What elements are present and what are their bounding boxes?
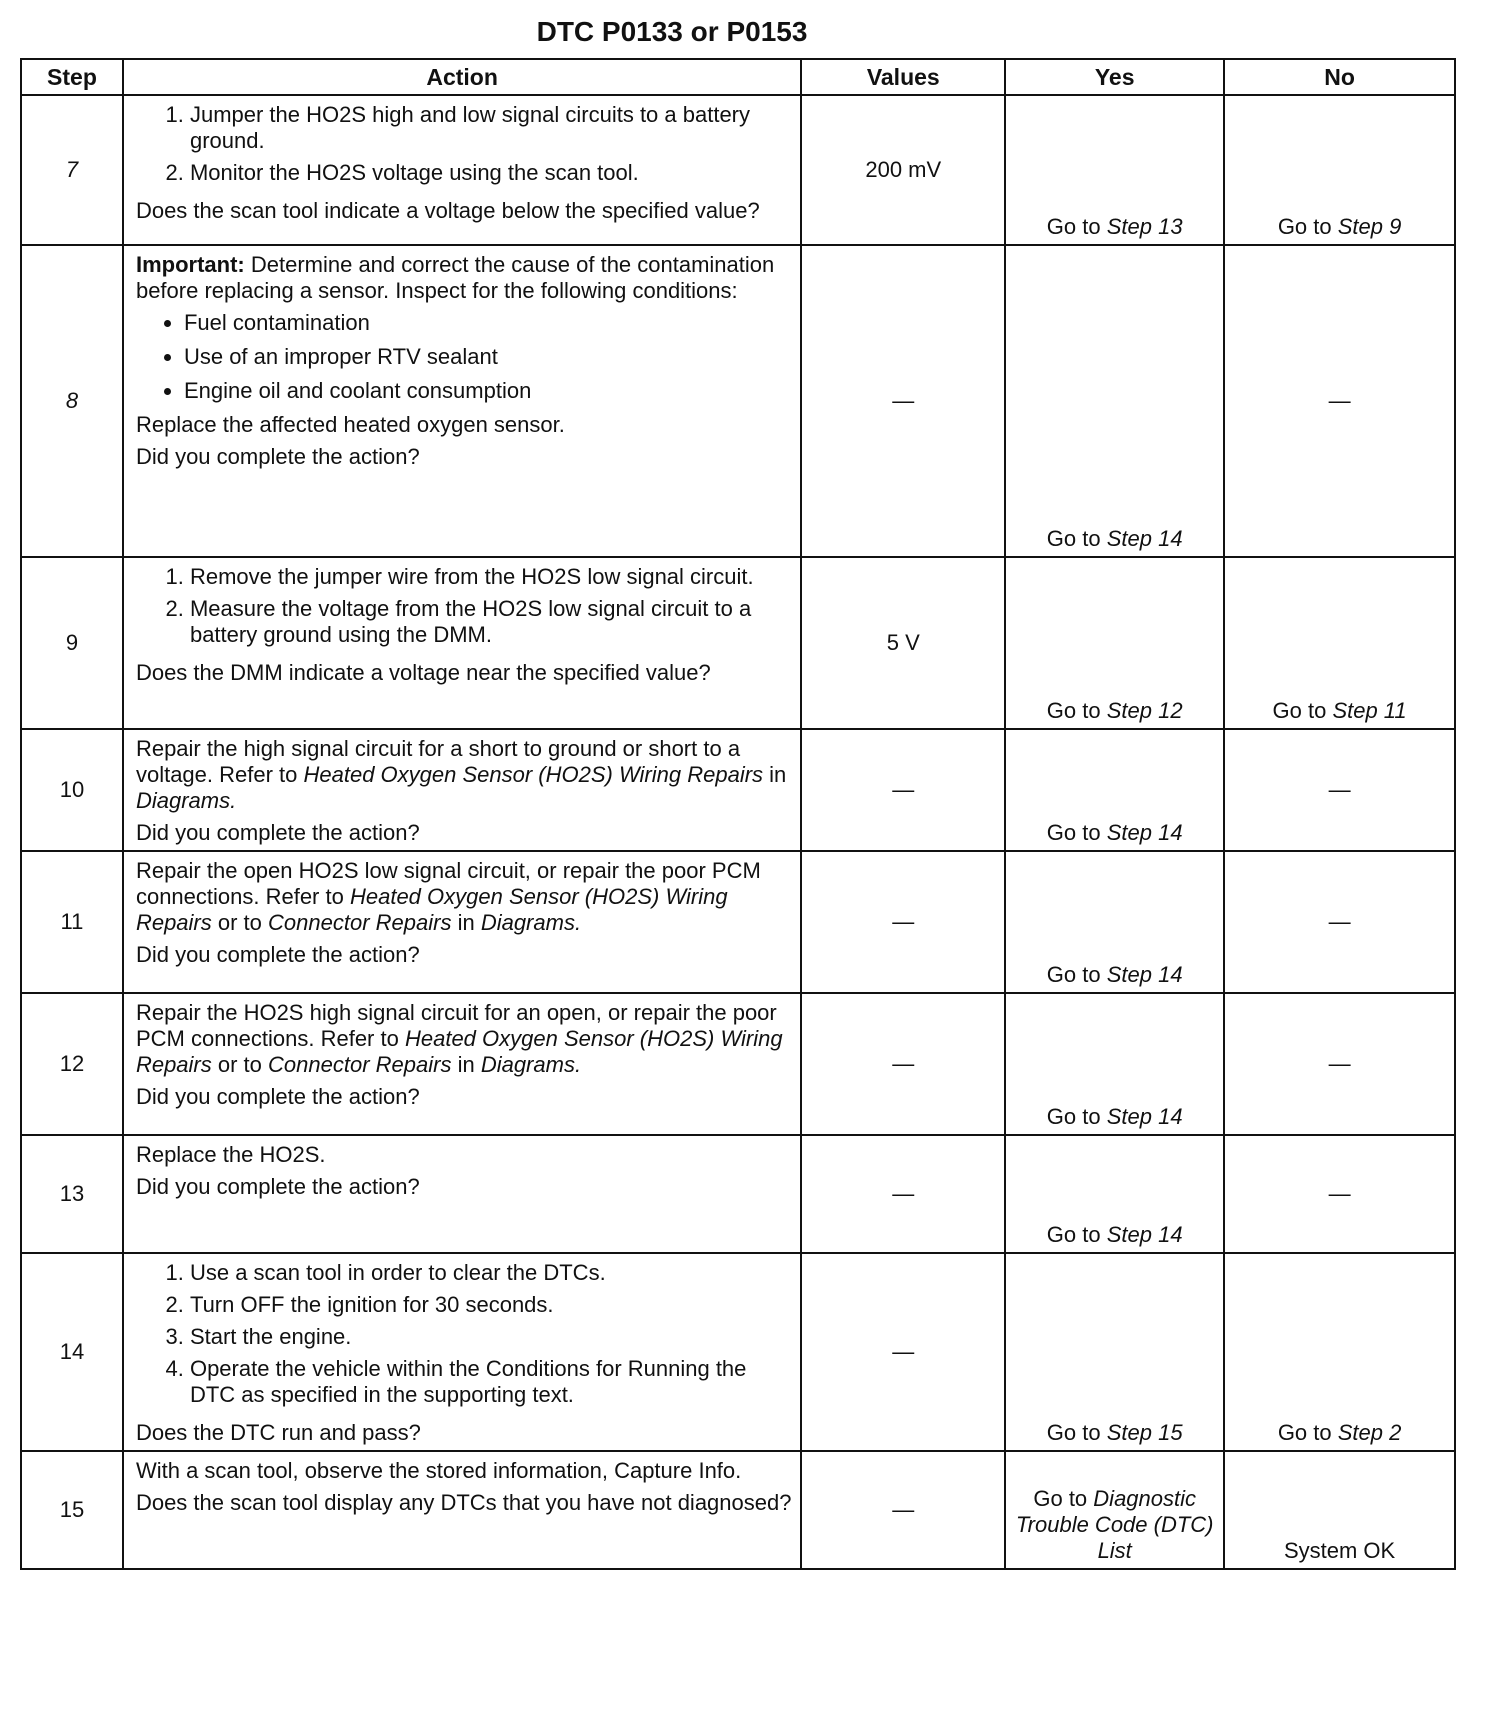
table-row	[21, 245, 1455, 557]
table-row	[21, 993, 1455, 1135]
yes-cell: Go to Step 13	[1005, 95, 1224, 245]
values-cell: —	[801, 245, 1005, 557]
yes-cell: Go to Step 15	[1005, 1253, 1224, 1451]
important-note: Important: Determine and correct the cause of the contamination before replacing a sensor. Inspect for the following conditions:	[135, 252, 775, 303]
action-instruction: Repair the high signal circuit for a short to ground or short to a voltage. Refer to Heated Oxygen Sensor (HO2S) Wiring Repairs in Diagrams.	[135, 736, 787, 813]
action-cell	[123, 851, 801, 993]
values-cell: —	[801, 1451, 1005, 1569]
header-row	[21, 59, 1455, 95]
table-row	[21, 851, 1455, 993]
table-row	[21, 1135, 1455, 1253]
condition-list: • Fuel contamination • Use of an improper RTV sealant • Engine oil and coolant consumption	[136, 310, 792, 404]
action-question: Did you complete the action?	[135, 942, 420, 967]
action-instruction: Replace the HO2S.	[135, 1142, 326, 1167]
action-cell	[123, 729, 801, 851]
yes-cell: Go to Step 14	[1005, 1135, 1224, 1253]
table-row	[21, 557, 1455, 729]
step-number: 12	[21, 993, 123, 1135]
step-number: 13	[21, 1135, 123, 1253]
step-number: 9	[21, 557, 123, 729]
yes-cell: Go to Step 14	[1005, 245, 1224, 557]
no-cell: —	[1224, 245, 1455, 557]
no-cell: —	[1224, 729, 1455, 851]
action-cell	[123, 1253, 801, 1451]
step-number: 14	[21, 1253, 123, 1451]
yes-cell: Go to Diagnostic Trouble Code (DTC) List	[1005, 1451, 1224, 1569]
action-question: Does the scan tool indicate a voltage below the specified value?	[135, 198, 760, 223]
values-cell: 200 mV	[801, 95, 1005, 245]
no-cell: —	[1224, 851, 1455, 993]
action-question: Did you complete the action?	[135, 1084, 420, 1109]
action-question: Did you complete the action?	[135, 1174, 420, 1199]
action-question: Does the DMM indicate a voltage near the specified value?	[135, 660, 711, 685]
step-number: 10	[21, 729, 123, 851]
action-question: Does the scan tool display any DTCs that you have not diagnosed?	[135, 1490, 792, 1515]
action-instruction: Repair the open HO2S low signal circuit, or repair the poor PCM connections. Refer to Heated Oxygen Sensor (HO2S) Wiring Repairs or to Connector Repairs in Diagrams.	[135, 858, 761, 935]
header-step: Step	[21, 59, 123, 95]
action-cell	[123, 1451, 801, 1569]
no-cell: Go to Step 9	[1224, 95, 1455, 245]
values-cell: —	[801, 729, 1005, 851]
no-cell: —	[1224, 993, 1455, 1135]
header-no: No	[1224, 59, 1455, 95]
step-number: 11	[21, 851, 123, 993]
table-row	[21, 95, 1455, 245]
diagnostic-table	[20, 58, 1456, 1570]
header-values: Values	[801, 59, 1005, 95]
page-title: DTC P0133 or P0153	[536, 16, 808, 47]
no-cell: System OK	[1224, 1451, 1455, 1569]
yes-cell: Go to Step 14	[1005, 851, 1224, 993]
no-cell: Go to Step 2	[1224, 1253, 1455, 1451]
values-cell: —	[801, 1253, 1005, 1451]
step-number: 8	[21, 245, 123, 557]
step-number: 7	[21, 95, 123, 245]
values-cell: 5 V	[801, 557, 1005, 729]
action-question: Did you complete the action?	[135, 444, 420, 469]
values-cell: —	[801, 993, 1005, 1135]
table-row	[21, 1451, 1455, 1569]
action-instruction: Repair the HO2S high signal circuit for an open, or repair the poor PCM connections. Refer to Heated Oxygen Sensor (HO2S) Wiring Repairs or to Connector Repairs in Diagrams.	[135, 1000, 783, 1077]
action-cell	[123, 95, 801, 245]
action-cell	[123, 1135, 801, 1253]
action-instruction: With a scan tool, observe the stored information, Capture Info.	[135, 1458, 742, 1483]
action-steps: 1. Remove the jumper wire from the HO2S low signal circuit. 2. Measure the voltage from the HO2S low signal circuit to a battery ground using the DMM.	[136, 564, 792, 654]
no-cell: —	[1224, 1135, 1455, 1253]
action-cell	[123, 557, 801, 729]
header-yes: Yes	[1005, 59, 1224, 95]
action-question: Did you complete the action?	[135, 820, 420, 845]
action-question: Does the DTC run and pass?	[135, 1420, 421, 1445]
yes-cell: Go to Step 14	[1005, 729, 1224, 851]
action-instruction: Replace the affected heated oxygen sensor.	[135, 412, 565, 437]
values-cell: —	[801, 851, 1005, 993]
table-row	[21, 729, 1455, 851]
no-cell: Go to Step 11	[1224, 557, 1455, 729]
yes-cell: Go to Step 14	[1005, 993, 1224, 1135]
values-cell: —	[801, 1135, 1005, 1253]
action-steps: 1. Jumper the HO2S high and low signal circuits to a battery ground. 2. Monitor the HO2S voltage using the scan tool.	[136, 102, 792, 192]
action-cell	[123, 245, 801, 557]
yes-cell: Go to Step 12	[1005, 557, 1224, 729]
action-steps: 1. Use a scan tool in order to clear the DTCs. 2. Turn OFF the ignition for 30 seconds. 3. Start the engine. 4. Operate the vehicle within the Conditions for Running the DTC as specified in the supporting text.	[136, 1260, 792, 1414]
header-action: Action	[123, 59, 801, 95]
table-row	[21, 1253, 1455, 1451]
step-number: 15	[21, 1451, 123, 1569]
action-cell	[123, 993, 801, 1135]
